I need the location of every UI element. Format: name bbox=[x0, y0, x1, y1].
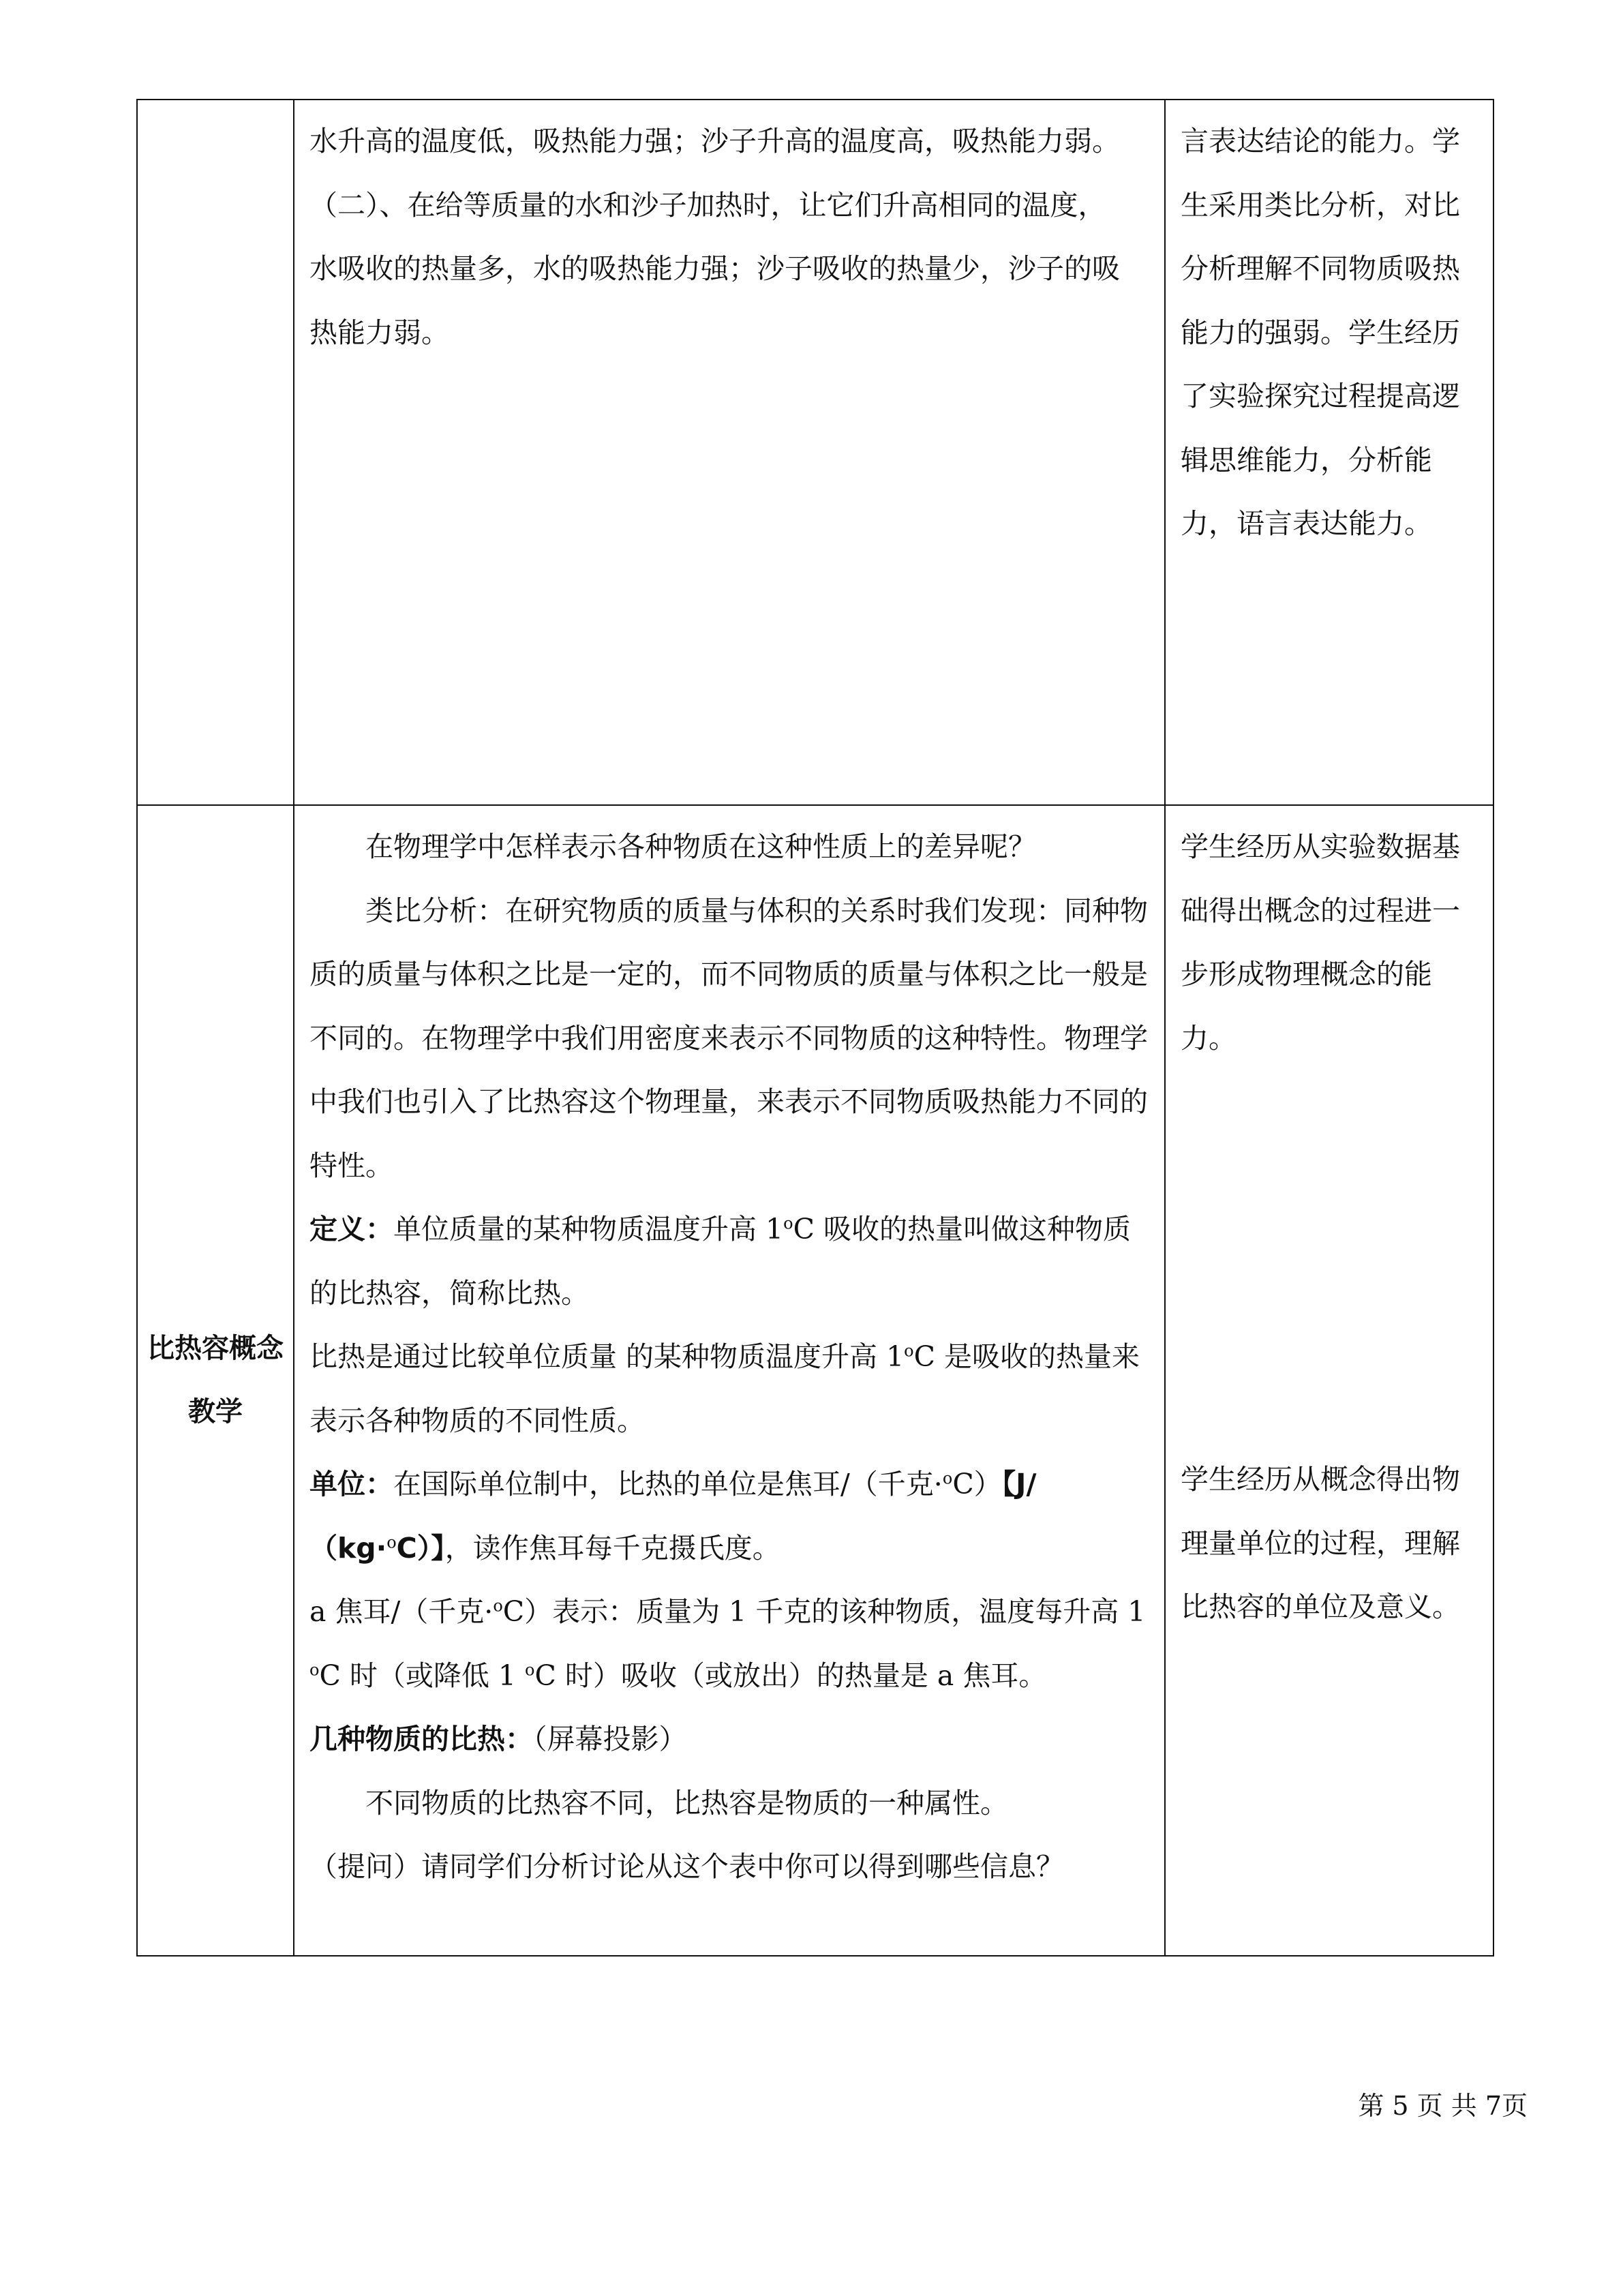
content-line: 水升高的温度低，吸热能力强；沙子升高的温度高，吸热能力弱。 bbox=[309, 125, 1120, 157]
several-substances-paragraph: 几种物质的比热：（屏幕投影） bbox=[309, 1723, 687, 1755]
stage-label: 比热容概念教学 bbox=[147, 1333, 284, 1428]
page-number: 第 5 页 共 7页 bbox=[1358, 2091, 1528, 2121]
intent-text: 学生经历从实验数据基础得出概念的过程进一步形成物理概念的能力。 bbox=[1181, 830, 1460, 1055]
property-paragraph: 不同物质的比热容不同，比热容是物质的一种属性。 bbox=[365, 1786, 1008, 1819]
degree-mark: o bbox=[942, 1468, 953, 1488]
degree-mark: o bbox=[783, 1213, 793, 1233]
degree-mark: o bbox=[386, 1532, 397, 1552]
stage-cell bbox=[137, 100, 294, 805]
degree-mark: o bbox=[493, 1596, 503, 1616]
definition-paragraph: 定义：单位质量的某种物质温度升高 1$^o$C 吸收的热量叫做这种物质的比热容，简称比热。 bbox=[309, 1213, 1131, 1310]
intent-cell bbox=[1165, 100, 1493, 805]
question-paragraph: 在物理学中怎样表示各种物质在这种性质上的差异呢？ bbox=[365, 830, 1036, 863]
content-line: （二）、在给等质量的水和沙子加热时，让它们升高相同的温度， bbox=[309, 188, 1106, 222]
unit-label: 单位： bbox=[309, 1468, 393, 1500]
content-line: 水吸收的热量多，水的吸热能力强；沙子吸收的热量少，沙子的吸 bbox=[309, 252, 1120, 285]
definition-label: 定义： bbox=[309, 1213, 393, 1245]
degree-mark: o bbox=[904, 1341, 914, 1361]
content-cell bbox=[294, 100, 1165, 805]
table-row bbox=[137, 100, 1493, 805]
intent-text: 言表达结论的能力。学生采用类比分析，对比分析理解不同物质吸热能力的强弱。学生经历了实验探究过程提高逻辑思维能力，分析能力，语言表达能力。 bbox=[1181, 125, 1460, 540]
lesson-table bbox=[136, 99, 1494, 1957]
stage-cell bbox=[137, 805, 294, 1956]
several-substances-label: 几种物质的比热： bbox=[309, 1723, 533, 1755]
spacer bbox=[1181, 1070, 1481, 1448]
content-line: 热能力弱。 bbox=[309, 316, 449, 349]
intent-cell bbox=[1165, 805, 1493, 1956]
content-cell bbox=[294, 805, 1165, 1956]
table-row bbox=[137, 805, 1493, 1956]
comparison-paragraph: 比热是通过比较单位质量 的某种物质温度升高 1$^o$C 是吸收的热量来表示各种物质的不同性质。 bbox=[309, 1340, 1140, 1437]
analogy-paragraph: 类比分析：在研究物质的质量与体积的关系时我们发现：同种物质的质量与体积之比是一定的，而不同物质的质量与体积之比一般是不同的。在物理学中我们用密度来表示不同物质的这种特性。物理学中我们也引入了比热容这个物理量，来表示不同物质吸热能力不同的特性。 bbox=[309, 894, 1148, 1182]
degree-mark: o bbox=[525, 1659, 535, 1679]
question-paragraph: （提问）请同学们分析讨论从这个表中你可以得到哪些信息？ bbox=[309, 1850, 1064, 1883]
degree-mark: o bbox=[309, 1659, 320, 1679]
intent-text: 学生经历从概念得出物理量单位的过程，理解比热容的单位及意义。 bbox=[1181, 1463, 1460, 1623]
meaning-paragraph: a 焦耳/（千克·$^o$C）表示：质量为 1 千克的该种物质，温度每升高 1 $^o$C 时（或降低 1 $^o$C 时）吸收（或放出）的热量是 a 焦耳。 bbox=[309, 1595, 1146, 1692]
unit-paragraph: 单位：在国际单位制中，比热的单位是焦耳/（千克·$^o$C）【J/（kg·$^o$C）】，读作焦耳每千克摄氏度。 bbox=[309, 1468, 1037, 1565]
